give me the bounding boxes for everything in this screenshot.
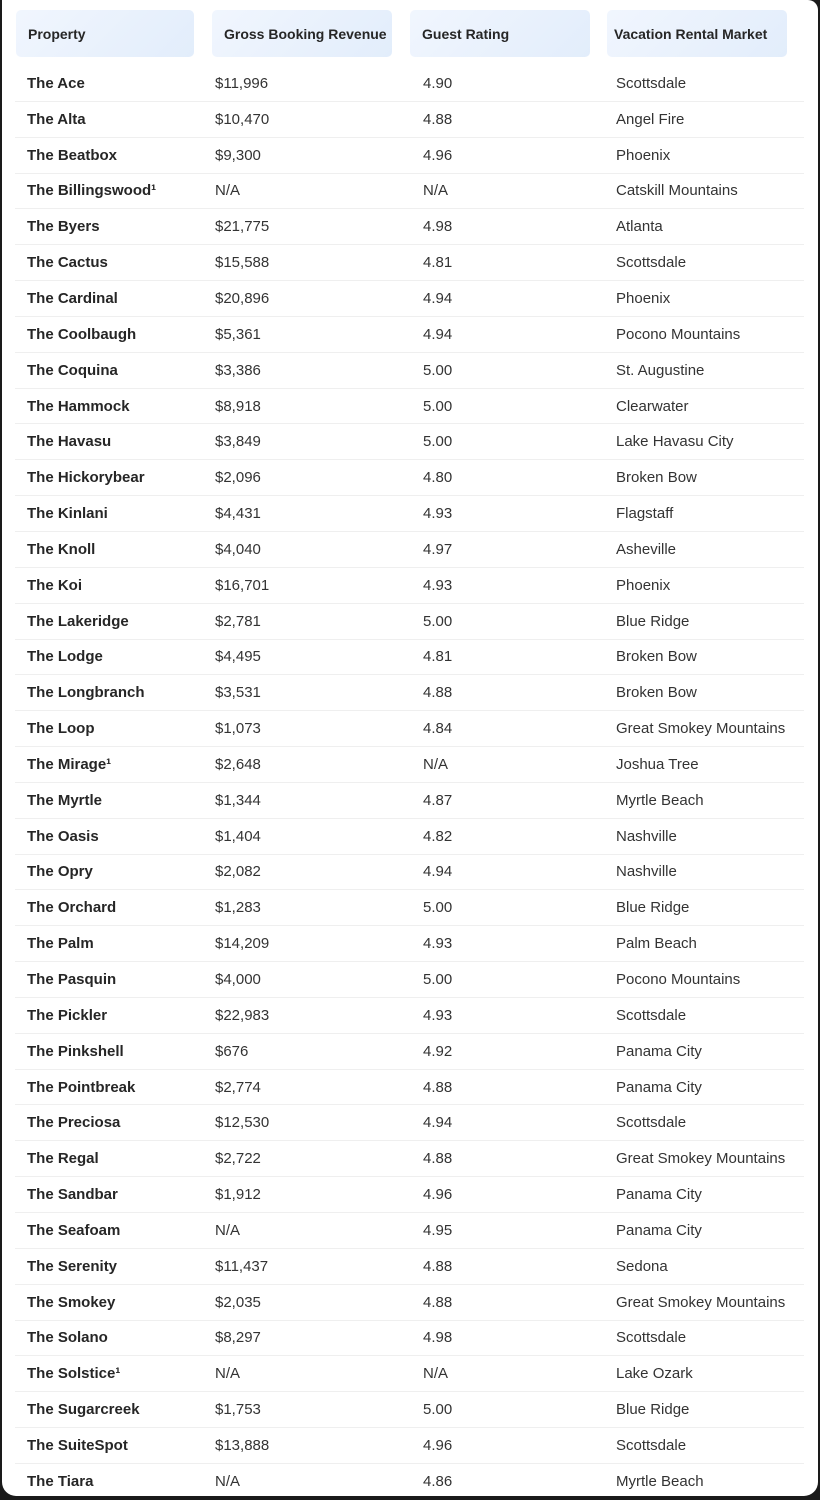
cell-property: The Ace (27, 74, 85, 92)
cell-market: Sedona (616, 1257, 668, 1275)
cell-market: Angel Fire (616, 110, 685, 128)
cell-market: Blue Ridge (616, 612, 690, 630)
cell-market: Clearwater (616, 397, 689, 415)
table-row (15, 1177, 804, 1213)
cell-market: Scottsdale (616, 1006, 687, 1024)
cell-gross-booking-revenue: $1,912 (215, 1186, 261, 1204)
cell-property: The Sandbar (27, 1186, 118, 1204)
table-row (15, 1141, 804, 1177)
cell-guest-rating: 4.88 (423, 684, 453, 702)
cell-guest-rating: 4.93 (423, 576, 453, 594)
cell-guest-rating: 4.88 (423, 1257, 453, 1275)
cell-gross-booking-revenue: $15,588 (215, 254, 270, 272)
cell-guest-rating: 4.97 (423, 540, 453, 558)
cell-guest-rating: 4.82 (423, 827, 453, 845)
cell-property: The SuiteSpot (27, 1436, 128, 1454)
cell-gross-booking-revenue: $4,040 (215, 540, 261, 558)
cell-gross-booking-revenue: $1,753 (215, 1401, 261, 1419)
table-row (15, 209, 804, 245)
cell-market: Scottsdale (616, 1436, 687, 1454)
cell-property: The Coquina (27, 361, 118, 379)
cell-market: Pocono Mountains (616, 971, 741, 989)
table-row (15, 245, 804, 281)
cell-gross-booking-revenue: $22,983 (215, 1006, 270, 1024)
cell-gross-booking-revenue: $3,849 (215, 433, 261, 451)
cell-guest-rating: 5.00 (423, 971, 453, 989)
cell-guest-rating: 4.93 (423, 1006, 453, 1024)
cell-gross-booking-revenue: N/A (215, 182, 241, 200)
table-row (15, 1392, 804, 1428)
cell-property: The Tiara (27, 1473, 94, 1491)
table-row (15, 1105, 804, 1141)
property-table-card (2, 0, 818, 1496)
cell-market: Palm Beach (616, 935, 697, 953)
cell-property: The Lodge (27, 648, 103, 666)
cell-gross-booking-revenue: $3,531 (215, 684, 261, 702)
table-row (15, 281, 804, 317)
cell-gross-booking-revenue: N/A (215, 1221, 241, 1239)
table-row (15, 389, 804, 425)
cell-market: Phoenix (616, 146, 671, 164)
cell-gross-booking-revenue: $2,781 (215, 612, 261, 630)
cell-property: The Havasu (27, 433, 112, 451)
cell-guest-rating: 4.98 (423, 218, 453, 236)
table-row (15, 926, 804, 962)
cell-gross-booking-revenue: $4,431 (215, 505, 261, 523)
table-row (15, 532, 804, 568)
table-row (15, 1285, 804, 1321)
cell-gross-booking-revenue: $2,082 (215, 863, 261, 881)
cell-gross-booking-revenue: $1,344 (215, 791, 261, 809)
cell-market: Lake Ozark (616, 1365, 693, 1383)
cell-guest-rating: N/A (423, 755, 449, 773)
cell-market: Panama City (616, 1078, 702, 1096)
cell-property: The Loop (27, 720, 95, 738)
cell-property: The Pinkshell (27, 1042, 124, 1060)
cell-guest-rating: 4.88 (423, 1150, 453, 1168)
cell-gross-booking-revenue: $8,297 (215, 1329, 261, 1347)
table-row (15, 604, 804, 640)
cell-property: The Hickorybear (27, 469, 145, 487)
cell-market: Scottsdale (616, 254, 687, 272)
cell-guest-rating: 4.84 (423, 720, 453, 738)
cell-gross-booking-revenue: $12,530 (215, 1114, 270, 1132)
cell-market: Panama City (616, 1042, 702, 1060)
header-gross-booking-revenue[interactable]: Gross Booking Revenue (212, 10, 392, 57)
table-row (15, 138, 804, 174)
cell-property: The Mirage¹ (27, 755, 112, 773)
cell-market: Catskill Mountains (616, 182, 738, 200)
cell-gross-booking-revenue: $4,495 (215, 648, 261, 666)
cell-gross-booking-revenue: $9,300 (215, 146, 261, 164)
cell-gross-booking-revenue: $11,437 (215, 1257, 269, 1275)
cell-guest-rating: 4.93 (423, 935, 453, 953)
cell-market: Great Smokey Mountains (616, 1150, 786, 1168)
cell-gross-booking-revenue: $11,996 (215, 74, 269, 92)
table-row (15, 640, 804, 676)
cell-guest-rating: 4.80 (423, 469, 453, 487)
cell-property: The Preciosa (27, 1114, 121, 1132)
cell-guest-rating: 5.00 (423, 899, 453, 917)
cell-guest-rating: 4.88 (423, 1293, 453, 1311)
cell-gross-booking-revenue: N/A (215, 1365, 241, 1383)
cell-market: Myrtle Beach (616, 791, 704, 809)
cell-market: Phoenix (616, 576, 671, 594)
cell-gross-booking-revenue: $1,283 (215, 899, 261, 917)
cell-guest-rating: 4.90 (423, 74, 453, 92)
cell-gross-booking-revenue: $10,470 (215, 110, 270, 128)
table-row (15, 675, 804, 711)
table-row (15, 460, 804, 496)
cell-market: Nashville (616, 863, 677, 881)
cell-property: The Solstice¹ (27, 1365, 121, 1383)
cell-guest-rating: 4.87 (423, 791, 453, 809)
table-row (15, 890, 804, 926)
cell-guest-rating: 4.86 (423, 1473, 453, 1491)
cell-market: Panama City (616, 1221, 702, 1239)
table-row (15, 783, 804, 819)
cell-market: Scottsdale (616, 1329, 687, 1347)
cell-property: The Byers (27, 218, 100, 236)
table-row (15, 1356, 804, 1392)
cell-market: Phoenix (616, 289, 671, 307)
cell-property: The Beatbox (27, 146, 118, 164)
table-row (15, 1321, 804, 1357)
cell-gross-booking-revenue: $3,386 (215, 361, 261, 379)
cell-guest-rating: 4.93 (423, 505, 453, 523)
cell-market: Great Smokey Mountains (616, 1293, 786, 1311)
cell-gross-booking-revenue: $2,722 (215, 1150, 261, 1168)
cell-property: The Solano (27, 1329, 108, 1347)
cell-gross-booking-revenue: $21,775 (215, 218, 270, 236)
cell-property: The Hammock (27, 397, 130, 415)
cell-gross-booking-revenue: $2,035 (215, 1293, 261, 1311)
table-row (15, 962, 804, 998)
cell-market: Myrtle Beach (616, 1473, 704, 1491)
cell-guest-rating: 4.94 (423, 863, 453, 881)
cell-guest-rating: 4.94 (423, 325, 453, 343)
table-row (15, 819, 804, 855)
cell-property: The Coolbaugh (27, 325, 137, 343)
cell-property: The Palm (27, 935, 94, 953)
cell-property: The Seafoam (27, 1221, 121, 1239)
cell-market: Scottsdale (616, 74, 687, 92)
cell-guest-rating: N/A (423, 182, 449, 200)
cell-gross-booking-revenue: $2,774 (215, 1078, 261, 1096)
header-vacation-rental-market[interactable]: Vacation Rental Market (607, 10, 787, 57)
table-row (15, 66, 804, 102)
cell-market: Blue Ridge (616, 1401, 690, 1419)
table-row (15, 1249, 804, 1285)
cell-property: The Cardinal (27, 289, 118, 307)
cell-property: The Pickler (27, 1006, 108, 1024)
table-row (15, 1070, 804, 1106)
cell-gross-booking-revenue: $16,701 (215, 576, 270, 594)
cell-property: The Orchard (27, 899, 117, 917)
table-row (15, 496, 804, 532)
table-row (15, 711, 804, 747)
cell-guest-rating: 5.00 (423, 397, 453, 415)
cell-property: The Alta (27, 110, 86, 128)
cell-property: The Regal (27, 1150, 99, 1168)
cell-guest-rating: 4.81 (423, 254, 453, 272)
cell-guest-rating: 5.00 (423, 433, 453, 451)
cell-property: The Oasis (27, 827, 99, 845)
cell-property: The Kinlani (27, 505, 108, 523)
cell-property: The Smokey (27, 1293, 116, 1311)
cell-market: Nashville (616, 827, 677, 845)
cell-market: Great Smokey Mountains (616, 720, 786, 738)
header-guest-rating[interactable]: Guest Rating (410, 10, 590, 57)
cell-property: The Lakeridge (27, 612, 129, 630)
cell-gross-booking-revenue: $5,361 (215, 325, 261, 343)
table-row (15, 1034, 804, 1070)
cell-property: The Longbranch (27, 684, 145, 702)
cell-guest-rating: 5.00 (423, 612, 453, 630)
cell-property: The Opry (27, 863, 93, 881)
cell-guest-rating: 4.88 (423, 1078, 453, 1096)
table-row (15, 317, 804, 353)
table-row (15, 747, 804, 783)
cell-guest-rating: N/A (423, 1365, 449, 1383)
table-row (15, 855, 804, 891)
cell-guest-rating: 5.00 (423, 1401, 453, 1419)
cell-gross-booking-revenue: $1,404 (215, 827, 261, 845)
cell-property: The Cactus (27, 254, 108, 272)
cell-property: The Billingswood¹ (27, 182, 157, 200)
cell-guest-rating: 4.98 (423, 1329, 453, 1347)
cell-guest-rating: 4.88 (423, 110, 453, 128)
cell-gross-booking-revenue: $4,000 (215, 971, 261, 989)
table-row (15, 424, 804, 460)
cell-guest-rating: 4.96 (423, 1436, 453, 1454)
cell-gross-booking-revenue: $13,888 (215, 1436, 270, 1454)
cell-market: Pocono Mountains (616, 325, 741, 343)
cell-guest-rating: 4.81 (423, 648, 453, 666)
table-row (15, 174, 804, 210)
cell-guest-rating: 4.95 (423, 1221, 453, 1239)
table-row (15, 1428, 804, 1464)
cell-market: Lake Havasu City (616, 433, 734, 451)
cell-gross-booking-revenue: $20,896 (215, 289, 270, 307)
cell-market: Scottsdale (616, 1114, 687, 1132)
cell-gross-booking-revenue: $676 (215, 1042, 249, 1060)
table-row (15, 1213, 804, 1249)
table-body (2, 66, 818, 1500)
cell-market: Broken Bow (616, 684, 697, 702)
cell-property: The Knoll (27, 540, 96, 558)
cell-gross-booking-revenue: $8,918 (215, 397, 261, 415)
cell-gross-booking-revenue: N/A (215, 1473, 241, 1491)
cell-gross-booking-revenue: $1,073 (215, 720, 261, 738)
cell-market: Broken Bow (616, 648, 697, 666)
cell-property: The Koi (27, 576, 82, 594)
cell-market: Broken Bow (616, 469, 697, 487)
cell-market: Panama City (616, 1186, 702, 1204)
table-row (15, 568, 804, 604)
cell-property: The Pasquin (27, 971, 117, 989)
table-row (15, 353, 804, 389)
cell-guest-rating: 4.92 (423, 1042, 453, 1060)
cell-property: The Myrtle (27, 791, 103, 809)
cell-guest-rating: 4.96 (423, 1186, 453, 1204)
table-row (15, 1464, 804, 1500)
cell-guest-rating: 4.94 (423, 1114, 453, 1132)
cell-property: The Sugarcreek (27, 1401, 140, 1419)
cell-market: Blue Ridge (616, 899, 690, 917)
cell-gross-booking-revenue: $2,648 (215, 755, 261, 773)
table-header (2, 10, 818, 57)
cell-market: Asheville (616, 540, 677, 558)
cell-guest-rating: 4.96 (423, 146, 453, 164)
cell-guest-rating: 5.00 (423, 361, 453, 379)
cell-property: The Pointbreak (27, 1078, 136, 1096)
cell-market: Atlanta (616, 218, 663, 236)
cell-market: Flagstaff (616, 505, 674, 523)
cell-property: The Serenity (27, 1257, 118, 1275)
cell-market: Joshua Tree (616, 755, 699, 773)
cell-gross-booking-revenue: $14,209 (215, 935, 270, 953)
cell-gross-booking-revenue: $2,096 (215, 469, 261, 487)
cell-market: St. Augustine (616, 361, 705, 379)
cell-guest-rating: 4.94 (423, 289, 453, 307)
table-row (15, 102, 804, 138)
table-row (15, 998, 804, 1034)
header-property[interactable]: Property (16, 10, 194, 57)
